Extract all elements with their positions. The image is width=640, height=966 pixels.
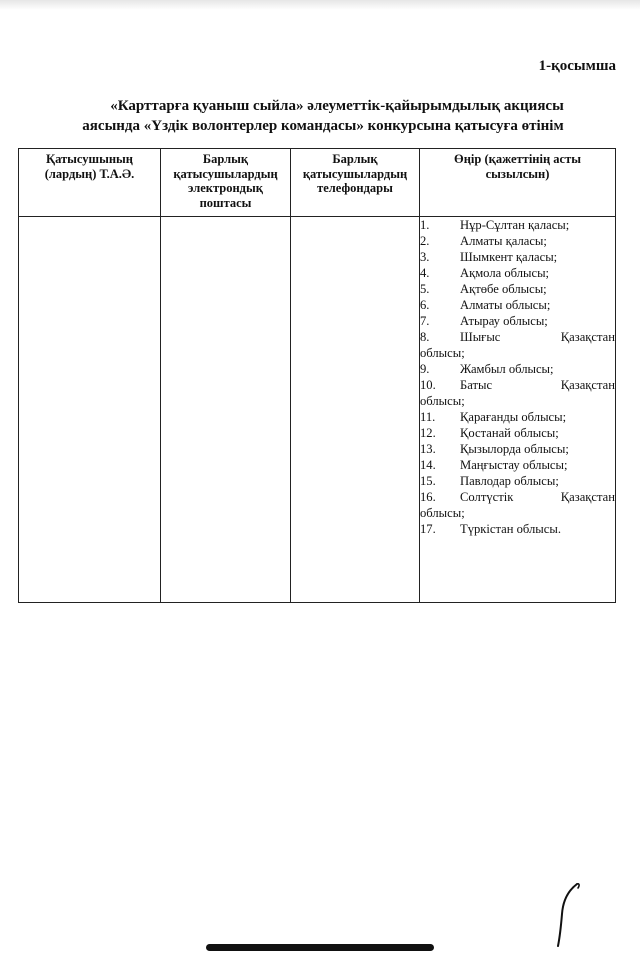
region-number: 14.	[420, 458, 436, 472]
region-number: 9.	[420, 362, 430, 376]
region-name-continuation: облысы;	[420, 346, 465, 360]
region-number: 3.	[420, 250, 430, 264]
region-name-part: Қазақстан	[560, 490, 615, 504]
region-item[interactable]	[420, 521, 615, 537]
region-number: 4.	[420, 266, 430, 280]
table-header-row	[19, 149, 616, 217]
participant-name-cell[interactable]	[19, 217, 161, 603]
region-number: 12.	[420, 426, 436, 440]
header-region: Өңір (қажеттінің асты сызылсын)	[420, 149, 616, 217]
region-item[interactable]	[420, 265, 615, 281]
region-item[interactable]	[420, 457, 615, 473]
region-name-continuation: облысы;	[420, 394, 465, 408]
region-number: 11.	[420, 410, 436, 424]
region-number: 7.	[420, 314, 430, 328]
region-name-part: Шығыс	[460, 330, 501, 344]
region-item[interactable]	[420, 313, 615, 329]
region-number: 8.	[420, 330, 430, 344]
region-name-part: Қазақстан	[560, 378, 615, 392]
region-name: Шымкент қаласы;	[460, 250, 558, 264]
title-line-1: «Карттарға қуаныш сыйла» әлеуметтік-қайырымдылық акциясы	[110, 98, 564, 114]
region-item[interactable]	[420, 489, 615, 521]
table-row	[19, 217, 616, 603]
region-name-part: Солтүстік	[460, 490, 514, 504]
region-number: 16.	[420, 490, 436, 504]
home-indicator[interactable]	[206, 944, 434, 951]
region-item[interactable]	[420, 281, 615, 297]
region-item[interactable]	[420, 329, 615, 361]
header-email: Барлық қатысушылардың электрондық поштасы	[161, 149, 291, 217]
region-name: Павлодар облысы;	[460, 474, 559, 488]
header-phones: Барлық қатысушылардың телефондары	[291, 149, 420, 217]
region-item[interactable]	[420, 249, 615, 265]
region-number: 1.	[420, 218, 430, 232]
region-number: 5.	[420, 282, 430, 296]
region-name: Маңғыстау облысы;	[460, 458, 568, 472]
region-item[interactable]	[420, 425, 615, 441]
region-name: Қостанай облысы;	[460, 426, 559, 440]
region-number: 17.	[420, 522, 436, 536]
region-name-continuation: облысы;	[420, 506, 465, 520]
region-list-cell	[420, 217, 616, 603]
region-name: Алматы қаласы;	[460, 234, 547, 248]
region-number: 6.	[420, 298, 430, 312]
region-number: 15.	[420, 474, 436, 488]
region-name: Атырау облысы;	[460, 314, 548, 328]
region-item[interactable]	[420, 297, 615, 313]
region-number: 10.	[420, 378, 436, 392]
region-item[interactable]	[420, 441, 615, 457]
region-name: Ақмола облысы;	[460, 266, 550, 280]
appendix-label: 1-қосымша	[538, 58, 616, 74]
region-number: 13.	[420, 442, 436, 456]
region-name: Жамбыл облысы;	[460, 362, 554, 376]
region-item[interactable]	[420, 217, 615, 233]
region-item[interactable]	[420, 409, 615, 425]
region-item[interactable]	[420, 473, 615, 489]
region-name-part: Батыс	[460, 378, 493, 392]
header-participant-name: Қатысушының (лардың) Т.А.Ә.	[19, 149, 161, 217]
phones-cell[interactable]	[291, 217, 420, 603]
region-item[interactable]	[420, 377, 615, 409]
region-list	[420, 217, 615, 537]
region-name: Нұр-Сұлтан қаласы;	[460, 218, 570, 232]
region-number: 2.	[420, 234, 430, 248]
region-name: Алматы облысы;	[460, 298, 551, 312]
region-name: Ақтөбе облысы;	[460, 282, 547, 296]
region-name: Қызылорда облысы;	[460, 442, 569, 456]
region-item[interactable]	[420, 233, 615, 249]
title-line-2: аясында «Үздік волонтерлер командасы» конкурсына қатысуға өтінім	[82, 118, 564, 134]
signature-mark	[555, 880, 585, 950]
document-title	[0, 96, 640, 136]
region-item[interactable]	[420, 361, 615, 377]
region-name: Қарағанды облысы;	[460, 410, 567, 424]
email-cell[interactable]	[161, 217, 291, 603]
region-name-part: Қазақстан	[560, 330, 615, 344]
application-table	[18, 148, 616, 603]
region-name: Түркістан облысы.	[460, 522, 561, 536]
top-edge-shade	[0, 0, 640, 10]
